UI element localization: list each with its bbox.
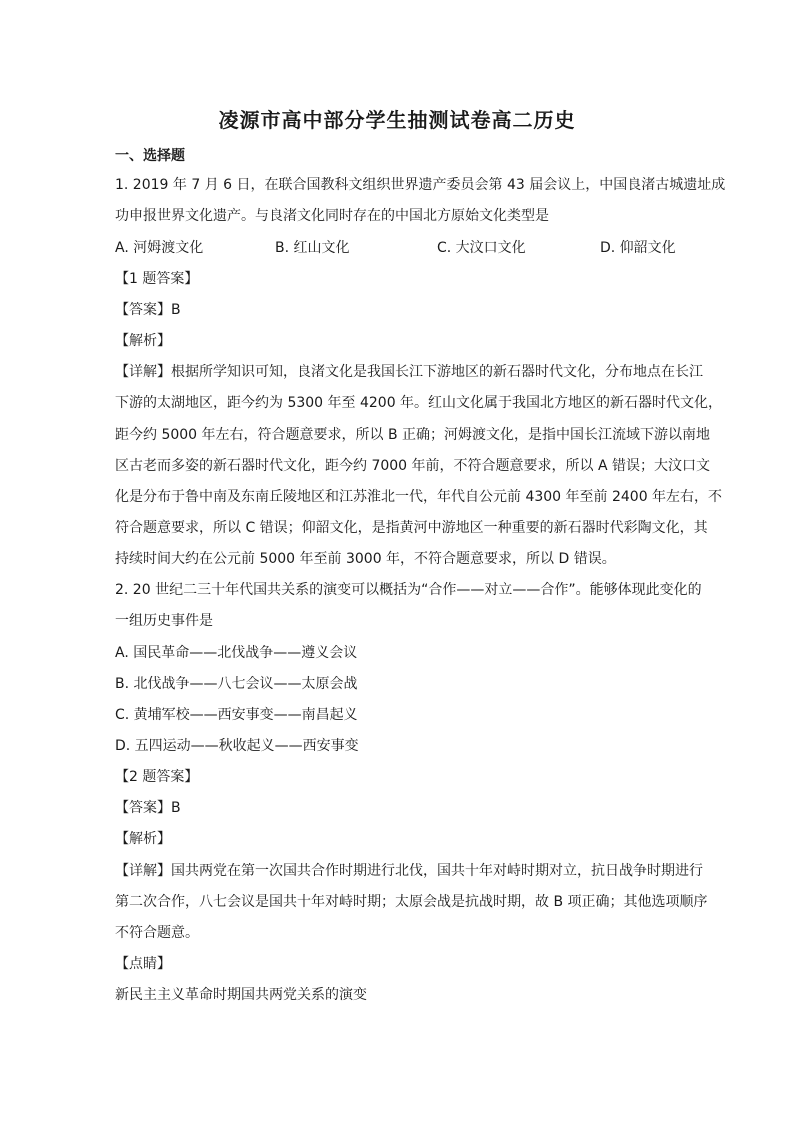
q1-stem-line-1: 1. 2019 年 7 月 6 日，在联合国教科文组织世界遗产委员会第 43 届会议上，中国良渚古城遗址成 — [115, 177, 726, 193]
q2-stem-line-2: 一组历史事件是 — [115, 613, 213, 629]
q2-detail-line: 不符合题意。 — [115, 925, 199, 941]
q1-option-d: D. 仰韶文化 — [600, 240, 676, 256]
q2-option-a: A. 国民革命——北伐战争——遵义会议 — [115, 645, 358, 661]
section-heading: 一、选择题 — [115, 148, 185, 164]
q2-option-d: D. 五四运动——秋收起义——西安事变 — [115, 738, 359, 754]
q2-answer: 【答案】B — [115, 800, 181, 816]
q1-option-b: B. 红山文化 — [275, 240, 350, 256]
q1-detail-line: 持续时间大约在公元前 5000 年至前 3000 年，不符合题意要求，所以 D 错误。 — [115, 551, 616, 567]
q1-option-a: A. 河姆渡文化 — [115, 240, 204, 256]
q2-stem-line-1: 2. 20 世纪二三十年代国共关系的演变可以概括为“合作——对立——合作”。能够体现此变化的 — [115, 582, 702, 598]
q1-option-c: C. 大汶口文化 — [437, 240, 526, 256]
q1-answer-header: 【1 题答案】 — [115, 271, 199, 287]
q1-answer: 【答案】B — [115, 302, 181, 318]
q2-detail-line: 第二次合作，八七会议是国共十年对峙时期；太原会战是抗战时期，故 B 项正确；其他选项顺序 — [115, 894, 708, 910]
q2-option-b: B. 北伐战争——八七会议——太原会战 — [115, 676, 358, 692]
q1-detail-line: 【详解】根据所学知识可知，良渚文化是我国长江下游地区的新石器时代文化，分布地点在长江 — [115, 364, 703, 380]
q2-analysis-header: 【解析】 — [115, 831, 171, 847]
q2-answer-header: 【2 题答案】 — [115, 769, 199, 785]
q2-option-c: C. 黄埔军校——西安事变——南昌起义 — [115, 707, 358, 723]
q1-detail-line: 下游的太湖地区，距今约为 5300 年至 4200 年。红山文化属于我国北方地区的新石器时代文化， — [115, 395, 723, 411]
q2-detail-line: 【详解】国共两党在第一次国共合作时期进行北伐，国共十年对峙时期对立，抗日战争时期进行 — [115, 863, 703, 879]
q2-tip-header: 【点睛】 — [115, 956, 171, 972]
page-title: 凌源市高中部分学生抽测试卷高二历史 — [218, 108, 576, 132]
q2-tip: 新民主主义革命时期国共两党关系的演变 — [115, 987, 367, 1003]
q1-analysis-header: 【解析】 — [115, 333, 171, 349]
q1-stem-line-2: 功申报世界文化遗产。与良渚文化同时存在的中国北方原始文化类型是 — [115, 208, 549, 224]
q1-detail-line: 符合题意要求，所以 C 错误；仰韶文化，是指黄河中游地区一种重要的新石器时代彩陶文化，其 — [115, 520, 708, 536]
q1-detail-line: 化是分布于鲁中南及东南丘陵地区和江苏淮北一代，年代自公元前 4300 年至前 2400 年左右，不 — [115, 489, 723, 505]
q1-detail-line: 距今约 5000 年左右，符合题意要求，所以 B 正确；河姆渡文化，是指中国长江流域下游以南地 — [115, 427, 711, 443]
q1-detail-line: 区古老而多姿的新石器时代文化，距今约 7000 年前，不符合题意要求，所以 A 错误；大汶口文 — [115, 458, 711, 474]
